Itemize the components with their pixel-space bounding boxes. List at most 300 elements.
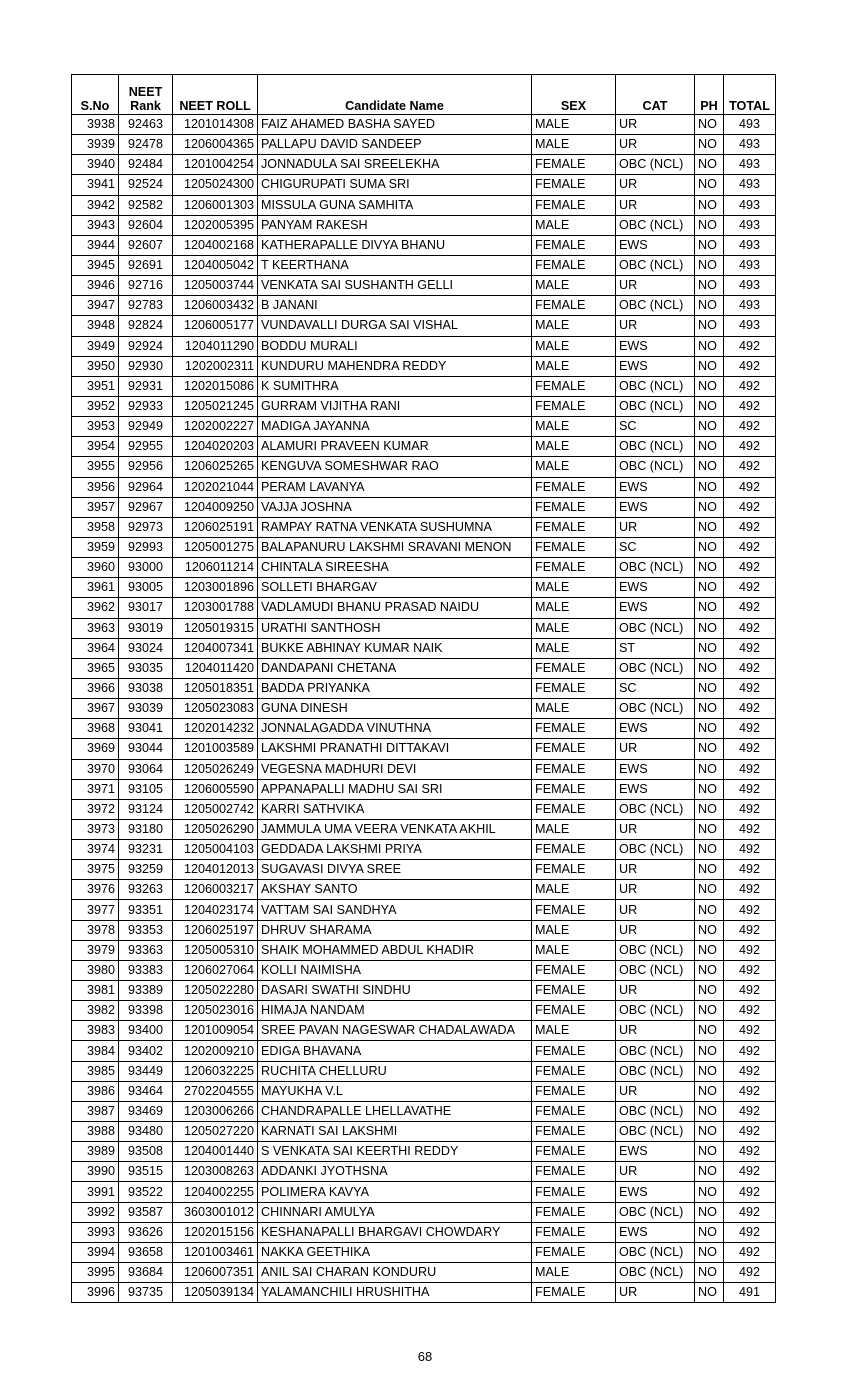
cell-total: 492: [724, 658, 776, 678]
cell-ph: NO: [695, 1061, 724, 1081]
cell-total: 492: [724, 618, 776, 638]
cell-sex: FEMALE: [532, 396, 616, 416]
cell-candidate-name: MISSULA GUNA SAMHITA: [258, 195, 532, 215]
cell-neet-rank: 92973: [119, 517, 173, 537]
cell-candidate-name: SUGAVASI DIVYA SREE: [258, 860, 532, 880]
cell-cat: OBC (NCL): [616, 940, 695, 960]
cell-ph: NO: [695, 235, 724, 255]
cell-sno: 3991: [72, 1182, 119, 1202]
cell-sex: FEMALE: [532, 1142, 616, 1162]
cell-candidate-name: KESHANAPALLI BHARGAVI CHOWDARY: [258, 1222, 532, 1242]
cell-candidate-name: ADDANKI JYOTHSNA: [258, 1162, 532, 1182]
cell-neet-rank: 93044: [119, 739, 173, 759]
cell-sno: 3986: [72, 1081, 119, 1101]
cell-cat: OBC (NCL): [616, 1001, 695, 1021]
cell-sno: 3942: [72, 195, 119, 215]
cell-neet-rank: 93038: [119, 678, 173, 698]
cell-sex: FEMALE: [532, 860, 616, 880]
cell-sex: FEMALE: [532, 719, 616, 739]
cell-cat: SC: [616, 678, 695, 698]
cell-candidate-name: BALAPANURU LAKSHMI SRAVANI MENON: [258, 537, 532, 557]
cell-ph: NO: [695, 759, 724, 779]
cell-sno: 3982: [72, 1001, 119, 1021]
cell-neet-rank: 93480: [119, 1122, 173, 1142]
cell-candidate-name: MAYUKHA V.L: [258, 1081, 532, 1101]
table-row: [72, 457, 776, 477]
table-row: [72, 115, 776, 135]
cell-neet-rank: 92607: [119, 235, 173, 255]
cell-neet-roll: 1206003432: [173, 296, 258, 316]
cell-cat: EWS: [616, 578, 695, 598]
cell-candidate-name: DHRUV SHARAMA: [258, 920, 532, 940]
cell-neet-roll: 1205026290: [173, 819, 258, 839]
cell-total: 492: [724, 477, 776, 497]
cell-sex: FEMALE: [532, 779, 616, 799]
cell-neet-rank: 92463: [119, 115, 173, 135]
cell-total: 492: [724, 1142, 776, 1162]
cell-candidate-name: VEGESNA MADHURI DEVI: [258, 759, 532, 779]
table-row: [72, 1021, 776, 1041]
cell-sex: MALE: [532, 578, 616, 598]
cell-neet-roll: 1205004103: [173, 840, 258, 860]
cell-sno: 3995: [72, 1263, 119, 1283]
cell-cat: UR: [616, 517, 695, 537]
cell-ph: NO: [695, 638, 724, 658]
table-row: [72, 215, 776, 235]
table-row: [72, 840, 776, 860]
cell-cat: OBC (NCL): [616, 376, 695, 396]
cell-neet-roll: 1204012013: [173, 860, 258, 880]
cell-sex: FEMALE: [532, 1242, 616, 1262]
cell-sex: MALE: [532, 618, 616, 638]
cell-ph: NO: [695, 336, 724, 356]
cell-sno: 3988: [72, 1122, 119, 1142]
cell-sno: 3958: [72, 517, 119, 537]
cell-candidate-name: MADIGA JAYANNA: [258, 417, 532, 437]
cell-neet-rank: 92949: [119, 417, 173, 437]
cell-candidate-name: YALAMANCHILI HRUSHITHA: [258, 1283, 532, 1303]
cell-total: 492: [724, 396, 776, 416]
cell-ph: NO: [695, 1242, 724, 1262]
cell-neet-rank: 93231: [119, 840, 173, 860]
table-row: [72, 719, 776, 739]
cell-cat: UR: [616, 316, 695, 336]
cell-neet-roll: 1205039134: [173, 1283, 258, 1303]
cell-cat: UR: [616, 1283, 695, 1303]
cell-neet-rank: 93587: [119, 1202, 173, 1222]
cell-total: 492: [724, 719, 776, 739]
cell-sno: 3980: [72, 960, 119, 980]
cell-cat: SC: [616, 537, 695, 557]
cell-sex: FEMALE: [532, 155, 616, 175]
table-row: [72, 376, 776, 396]
cell-neet-roll: 1204002255: [173, 1182, 258, 1202]
cell-neet-rank: 93005: [119, 578, 173, 598]
table-row: [72, 819, 776, 839]
cell-sno: 3994: [72, 1242, 119, 1262]
table-row: [72, 981, 776, 1001]
cell-neet-rank: 93041: [119, 719, 173, 739]
table-row: [72, 658, 776, 678]
cell-sno: 3957: [72, 497, 119, 517]
cell-sex: FEMALE: [532, 900, 616, 920]
cell-total: 492: [724, 900, 776, 920]
header-total: TOTAL: [724, 75, 776, 115]
cell-total: 492: [724, 1021, 776, 1041]
cell-total: 492: [724, 678, 776, 698]
table-row: [72, 537, 776, 557]
table-row: [72, 779, 776, 799]
cell-sex: FEMALE: [532, 981, 616, 1001]
cell-neet-rank: 92783: [119, 296, 173, 316]
cell-sno: 3941: [72, 175, 119, 195]
header-cat: CAT: [616, 75, 695, 115]
table-row: [72, 195, 776, 215]
table-row: [72, 1001, 776, 1021]
cell-candidate-name: POLIMERA KAVYA: [258, 1182, 532, 1202]
cell-sno: 3990: [72, 1162, 119, 1182]
cell-sex: FEMALE: [532, 1222, 616, 1242]
cell-candidate-name: JAMMULA UMA VEERA VENKATA AKHIL: [258, 819, 532, 839]
cell-total: 492: [724, 417, 776, 437]
table-row: [72, 255, 776, 275]
table-header: [72, 75, 776, 115]
cell-total: 492: [724, 638, 776, 658]
cell-candidate-name: EDIGA BHAVANA: [258, 1041, 532, 1061]
cell-neet-rank: 93064: [119, 759, 173, 779]
cell-ph: NO: [695, 376, 724, 396]
cell-sno: 3956: [72, 477, 119, 497]
cell-cat: UR: [616, 880, 695, 900]
cell-total: 492: [724, 1001, 776, 1021]
cell-cat: OBC (NCL): [616, 699, 695, 719]
table-row: [72, 1041, 776, 1061]
cell-neet-rank: 93735: [119, 1283, 173, 1303]
cell-ph: NO: [695, 1283, 724, 1303]
cell-candidate-name: T KEERTHANA: [258, 255, 532, 275]
cell-ph: NO: [695, 960, 724, 980]
cell-total: 492: [724, 1041, 776, 1061]
cell-cat: OBC (NCL): [616, 1122, 695, 1142]
cell-sno: 3984: [72, 1041, 119, 1061]
cell-ph: NO: [695, 215, 724, 235]
cell-ph: NO: [695, 437, 724, 457]
table-row: [72, 1242, 776, 1262]
cell-total: 492: [724, 880, 776, 900]
cell-sex: FEMALE: [532, 195, 616, 215]
cell-sno: 3968: [72, 719, 119, 739]
cell-ph: NO: [695, 1021, 724, 1041]
cell-sno: 3943: [72, 215, 119, 235]
cell-candidate-name: DASARI SWATHI SINDHU: [258, 981, 532, 1001]
cell-total: 492: [724, 920, 776, 940]
table-row: [72, 1222, 776, 1242]
cell-neet-rank: 93105: [119, 779, 173, 799]
cell-sno: 3967: [72, 699, 119, 719]
cell-cat: EWS: [616, 477, 695, 497]
cell-sno: 3966: [72, 678, 119, 698]
cell-neet-roll: 1206007351: [173, 1263, 258, 1283]
cell-total: 492: [724, 840, 776, 860]
cell-neet-roll: 1206025191: [173, 517, 258, 537]
cell-sex: MALE: [532, 699, 616, 719]
cell-sex: FEMALE: [532, 1122, 616, 1142]
cell-total: 492: [724, 1122, 776, 1142]
cell-ph: NO: [695, 799, 724, 819]
cell-cat: UR: [616, 135, 695, 155]
cell-ph: NO: [695, 920, 724, 940]
table-row: [72, 799, 776, 819]
cell-total: 492: [724, 799, 776, 819]
cell-candidate-name: LAKSHMI PRANATHI DITTAKAVI: [258, 739, 532, 759]
cell-sex: FEMALE: [532, 175, 616, 195]
cell-sex: MALE: [532, 457, 616, 477]
table-row: [72, 477, 776, 497]
cell-neet-roll: 1206025265: [173, 457, 258, 477]
cell-neet-rank: 93464: [119, 1081, 173, 1101]
cell-sex: FEMALE: [532, 296, 616, 316]
cell-cat: EWS: [616, 497, 695, 517]
cell-neet-roll: 1205027220: [173, 1122, 258, 1142]
header-rank-line1: NEET: [128, 85, 163, 99]
cell-neet-rank: 93402: [119, 1041, 173, 1061]
cell-candidate-name: FAIZ AHAMED BASHA SAYED: [258, 115, 532, 135]
cell-sno: 3978: [72, 920, 119, 940]
cell-total: 492: [724, 1242, 776, 1262]
cell-candidate-name: KATHERAPALLE DIVYA BHANU: [258, 235, 532, 255]
cell-sno: 3948: [72, 316, 119, 336]
cell-sex: MALE: [532, 940, 616, 960]
cell-ph: NO: [695, 860, 724, 880]
cell-sex: MALE: [532, 115, 616, 135]
table-row: [72, 1202, 776, 1222]
cell-ph: NO: [695, 1222, 724, 1242]
cell-total: 493: [724, 175, 776, 195]
cell-sno: 3950: [72, 356, 119, 376]
cell-sex: FEMALE: [532, 1283, 616, 1303]
cell-ph: NO: [695, 497, 724, 517]
table-row: [72, 759, 776, 779]
header-rank-line2: Rank: [130, 99, 161, 113]
cell-sno: 3961: [72, 578, 119, 598]
cell-neet-roll: 1206025197: [173, 920, 258, 940]
cell-candidate-name: RUCHITA CHELLURU: [258, 1061, 532, 1081]
cell-ph: NO: [695, 880, 724, 900]
cell-neet-roll: 1201003461: [173, 1242, 258, 1262]
cell-neet-rank: 93398: [119, 1001, 173, 1021]
cell-total: 492: [724, 1182, 776, 1202]
cell-sex: FEMALE: [532, 558, 616, 578]
cell-sno: 3983: [72, 1021, 119, 1041]
cell-total: 492: [724, 437, 776, 457]
cell-ph: NO: [695, 1162, 724, 1182]
cell-neet-roll: 1205003744: [173, 276, 258, 296]
cell-sex: FEMALE: [532, 799, 616, 819]
cell-cat: EWS: [616, 356, 695, 376]
cell-neet-rank: 93017: [119, 598, 173, 618]
table-row: [72, 336, 776, 356]
cell-neet-roll: 1206032225: [173, 1061, 258, 1081]
cell-cat: OBC (NCL): [616, 457, 695, 477]
cell-candidate-name: VADLAMUDI BHANU PRASAD NAIDU: [258, 598, 532, 618]
cell-neet-roll: 1205024300: [173, 175, 258, 195]
cell-sex: MALE: [532, 1263, 616, 1283]
cell-total: 492: [724, 1263, 776, 1283]
cell-ph: NO: [695, 396, 724, 416]
cell-ph: NO: [695, 276, 724, 296]
cell-neet-roll: 1201009054: [173, 1021, 258, 1041]
cell-total: 492: [724, 739, 776, 759]
cell-cat: OBC (NCL): [616, 1101, 695, 1121]
cell-total: 491: [724, 1283, 776, 1303]
cell-neet-rank: 93469: [119, 1101, 173, 1121]
cell-sex: MALE: [532, 880, 616, 900]
table-row: [72, 155, 776, 175]
cell-sex: FEMALE: [532, 739, 616, 759]
cell-ph: NO: [695, 115, 724, 135]
cell-sno: 3939: [72, 135, 119, 155]
cell-ph: NO: [695, 618, 724, 638]
cell-cat: OBC (NCL): [616, 1202, 695, 1222]
cell-sex: FEMALE: [532, 1162, 616, 1182]
cell-ph: NO: [695, 1263, 724, 1283]
cell-sno: 3992: [72, 1202, 119, 1222]
cell-neet-roll: 1202021044: [173, 477, 258, 497]
cell-sno: 3954: [72, 437, 119, 457]
cell-cat: EWS: [616, 1182, 695, 1202]
cell-neet-roll: 1202015156: [173, 1222, 258, 1242]
cell-total: 492: [724, 336, 776, 356]
cell-total: 493: [724, 316, 776, 336]
cell-sno: 3973: [72, 819, 119, 839]
cell-sex: FEMALE: [532, 235, 616, 255]
cell-neet-rank: 93522: [119, 1182, 173, 1202]
cell-total: 492: [724, 779, 776, 799]
cell-sex: FEMALE: [532, 1202, 616, 1222]
cell-sno: 3981: [72, 981, 119, 1001]
cell-ph: NO: [695, 840, 724, 860]
cell-neet-roll: 1201003589: [173, 739, 258, 759]
cell-cat: EWS: [616, 779, 695, 799]
cell-neet-rank: 92993: [119, 537, 173, 557]
cell-sno: 3964: [72, 638, 119, 658]
header-neet-rank: [119, 75, 173, 115]
cell-neet-rank: 93035: [119, 658, 173, 678]
cell-neet-roll: 1205019315: [173, 618, 258, 638]
cell-total: 493: [724, 235, 776, 255]
cell-sex: MALE: [532, 417, 616, 437]
cell-neet-roll: 1202002227: [173, 417, 258, 437]
table-row: [72, 135, 776, 155]
cell-neet-roll: 1204011290: [173, 336, 258, 356]
cell-candidate-name: BADDA PRIYANKA: [258, 678, 532, 698]
cell-sex: FEMALE: [532, 477, 616, 497]
cell-total: 492: [724, 1101, 776, 1121]
cell-sex: FEMALE: [532, 759, 616, 779]
cell-neet-rank: 93024: [119, 638, 173, 658]
cell-neet-rank: 93351: [119, 900, 173, 920]
cell-sno: 3965: [72, 658, 119, 678]
table-row: [72, 739, 776, 759]
cell-neet-roll: 1203001788: [173, 598, 258, 618]
cell-neet-rank: 93259: [119, 860, 173, 880]
cell-cat: UR: [616, 195, 695, 215]
cell-sno: 3996: [72, 1283, 119, 1303]
cell-ph: NO: [695, 598, 724, 618]
table-row: [72, 1182, 776, 1202]
cell-neet-rank: 93180: [119, 819, 173, 839]
cell-neet-roll: 1206027064: [173, 960, 258, 980]
table-row: [72, 1142, 776, 1162]
cell-sno: 3944: [72, 235, 119, 255]
cell-total: 492: [724, 860, 776, 880]
cell-neet-rank: 92716: [119, 276, 173, 296]
cell-candidate-name: KENGUVA SOMESHWAR RAO: [258, 457, 532, 477]
cell-ph: NO: [695, 699, 724, 719]
cell-candidate-name: SHAIK MOHAMMED ABDUL KHADIR: [258, 940, 532, 960]
cell-candidate-name: GURRAM VIJITHA RANI: [258, 396, 532, 416]
cell-neet-roll: 1205018351: [173, 678, 258, 698]
cell-sno: 3945: [72, 255, 119, 275]
cell-cat: OBC (NCL): [616, 658, 695, 678]
cell-candidate-name: SOLLETI BHARGAV: [258, 578, 532, 598]
cell-candidate-name: GEDDADA LAKSHMI PRIYA: [258, 840, 532, 860]
cell-total: 492: [724, 457, 776, 477]
cell-sno: 3972: [72, 799, 119, 819]
cell-ph: NO: [695, 719, 724, 739]
cell-ph: NO: [695, 1122, 724, 1142]
cell-candidate-name: PANYAM RAKESH: [258, 215, 532, 235]
cell-sno: 3985: [72, 1061, 119, 1081]
cell-sex: MALE: [532, 598, 616, 618]
cell-candidate-name: VATTAM SAI SANDHYA: [258, 900, 532, 920]
table-row: [72, 356, 776, 376]
cell-total: 493: [724, 296, 776, 316]
cell-candidate-name: S VENKATA SAI KEERTHI REDDY: [258, 1142, 532, 1162]
cell-ph: NO: [695, 678, 724, 698]
cell-neet-rank: 92484: [119, 155, 173, 175]
cell-neet-rank: 93039: [119, 699, 173, 719]
cell-neet-roll: 1206005177: [173, 316, 258, 336]
cell-ph: NO: [695, 981, 724, 1001]
table-row: [72, 1081, 776, 1101]
cell-sno: 3953: [72, 417, 119, 437]
cell-cat: OBC (NCL): [616, 960, 695, 980]
cell-cat: OBC (NCL): [616, 1041, 695, 1061]
cell-candidate-name: BODDU MURALI: [258, 336, 532, 356]
cell-cat: OBC (NCL): [616, 255, 695, 275]
cell-sex: FEMALE: [532, 1081, 616, 1101]
cell-sex: MALE: [532, 135, 616, 155]
cell-sno: 3970: [72, 759, 119, 779]
table-row: [72, 497, 776, 517]
cell-total: 492: [724, 1162, 776, 1182]
table-row: [72, 578, 776, 598]
cell-cat: UR: [616, 981, 695, 1001]
cell-neet-roll: 1204023174: [173, 900, 258, 920]
cell-total: 492: [724, 598, 776, 618]
cell-total: 492: [724, 1061, 776, 1081]
cell-neet-rank: 92956: [119, 457, 173, 477]
cell-neet-roll: 1206011214: [173, 558, 258, 578]
cell-sno: 3969: [72, 739, 119, 759]
cell-cat: UR: [616, 175, 695, 195]
cell-candidate-name: CHINNARI AMULYA: [258, 1202, 532, 1222]
cell-total: 492: [724, 517, 776, 537]
cell-total: 492: [724, 537, 776, 557]
cell-cat: UR: [616, 900, 695, 920]
cell-neet-rank: 92964: [119, 477, 173, 497]
